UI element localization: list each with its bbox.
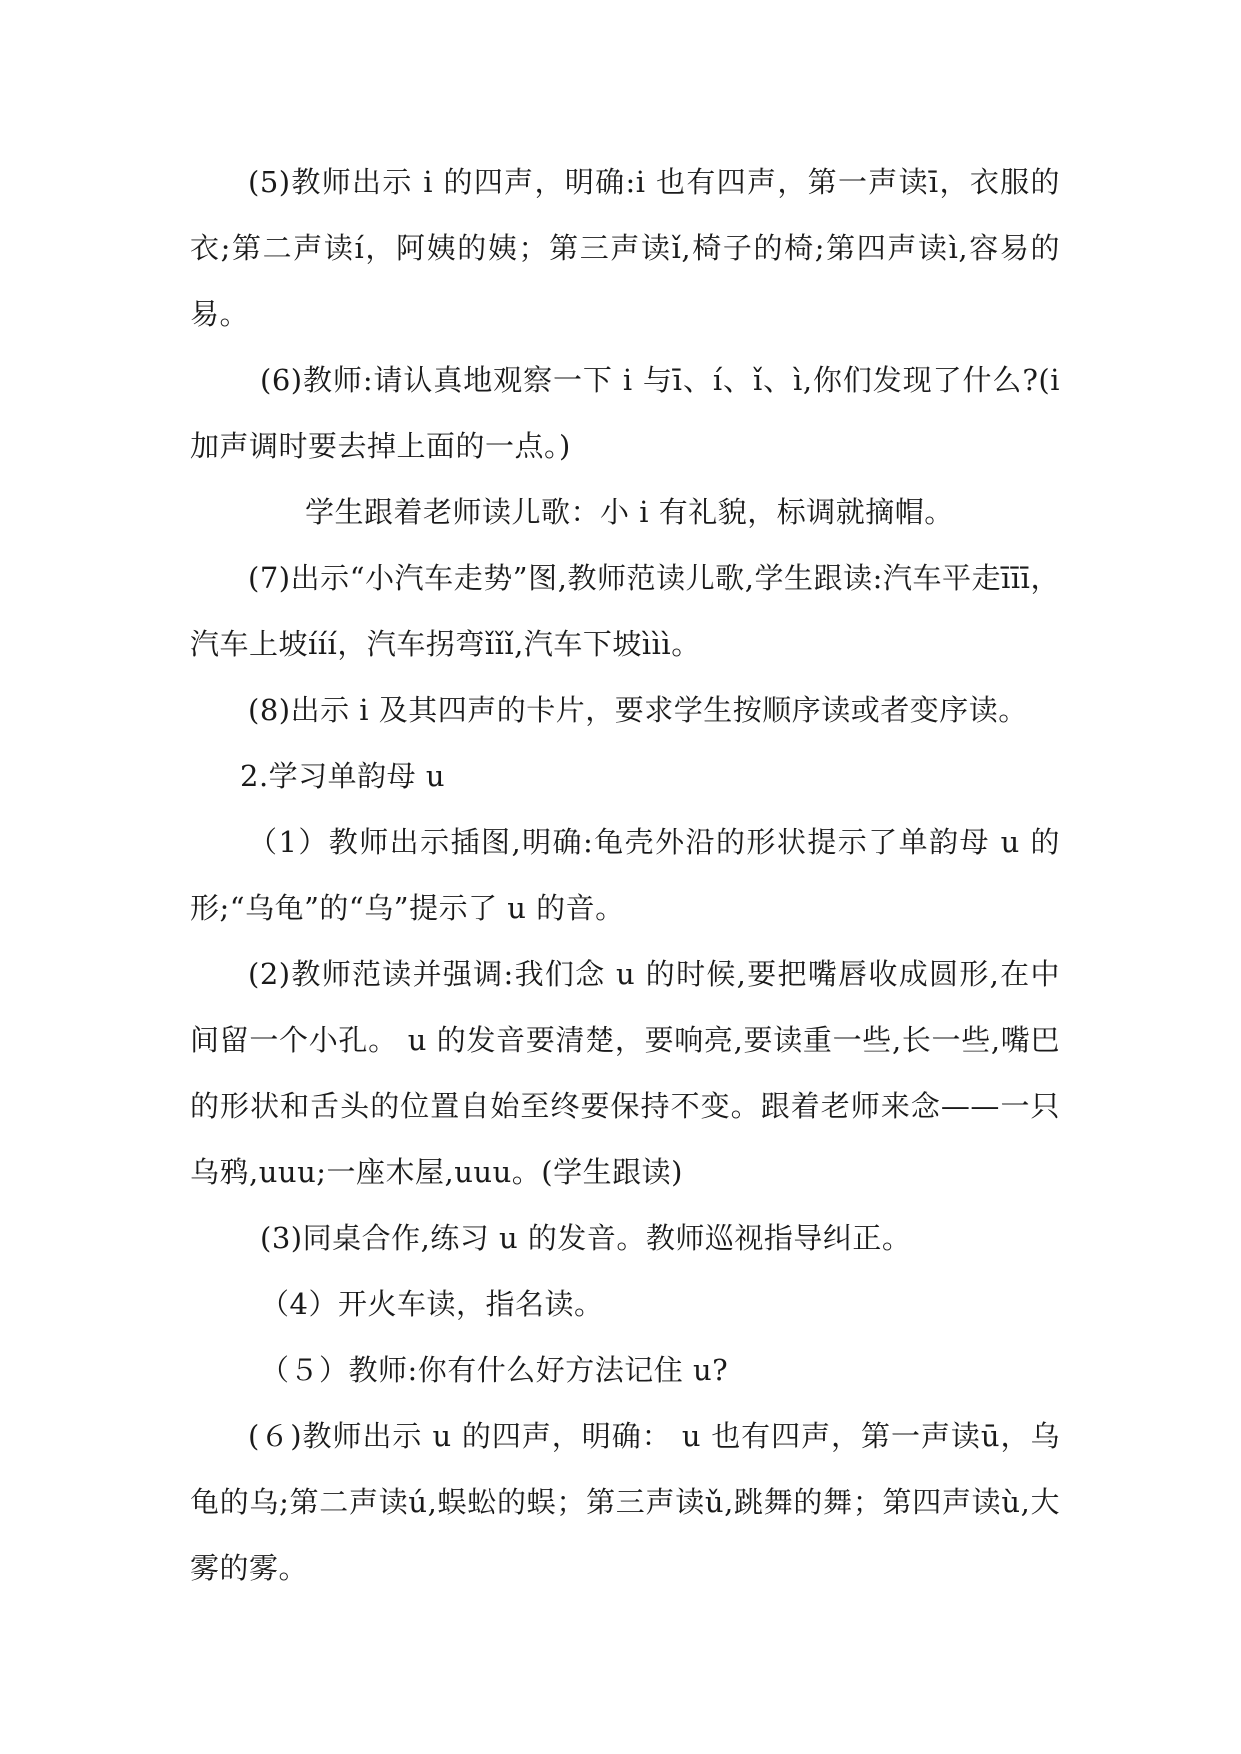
paragraph-u-2-model-reading: (2)教师范读并强调:我们念 u 的时候,要把嘴唇收成圆形,在中间留一个小孔。 u 的发音要清楚，要响亮,要读重一些,长一些,嘴巴的形状和舌头的位置自始至终要保持不变。跟着老师来念——一只乌鸦,uuu;一座木屋,uuu。(学生跟读) <box>190 957 1060 1189</box>
paragraph-7-car-trend: (7)出示“小汽车走势”图,教师范读儿歌,学生跟读:汽车平走īīī，汽车上坡ííí，汽车拐弯ǐǐǐ,汽车下坡ììì。 <box>190 561 1060 661</box>
paragraph-8-tone-cards: (8)出示 i 及其四声的卡片，要求学生按顺序读或者变序读。 <box>248 693 1028 727</box>
paragraph-6-observe-tones: (6)教师:请认真地观察一下 i 与ī、í、ǐ、ì,你们发现了什么?(i 加声调时要去掉上面的一点。) <box>190 363 1060 463</box>
paragraph-u-3-pair-practice: (3)同桌合作,练习 u 的发音。教师巡视指导纠正。 <box>260 1221 912 1255</box>
paragraph-children-rhyme: 学生跟着老师读儿歌：小 i 有礼貌，标调就摘帽。 <box>305 495 954 529</box>
paragraph-u-4-train-reading: （4）开火车读，指名读。 <box>260 1287 604 1321</box>
paragraph-u-6-tones: (６)教师出示 u 的四声，明确： u 也有四声，第一声读ū，乌龟的乌;第二声读ú,蜈蚣的蜈；第三声读ǔ,跳舞的舞；第四声读ù,大雾的雾。 <box>190 1419 1060 1585</box>
paragraph-5-i-tones: (5)教师出示 i 的四声，明确:i 也有四声，第一声读ī，衣服的衣;第二声读í，阿姨的姨；第三声读ǐ,椅子的椅;第四声读ì,容易的易。 <box>190 165 1060 331</box>
paragraph-u-5-memory-method: （５）教师:你有什么好方法记住 u? <box>260 1353 729 1387</box>
section-heading-learn-u: 2.学习单韵母 u <box>240 759 446 793</box>
paragraph-u-1-illustration: （1）教师出示插图,明确:龟壳外沿的形状提示了单韵母 u 的形;“乌龟”的“乌”提示了 u 的音。 <box>190 825 1060 925</box>
